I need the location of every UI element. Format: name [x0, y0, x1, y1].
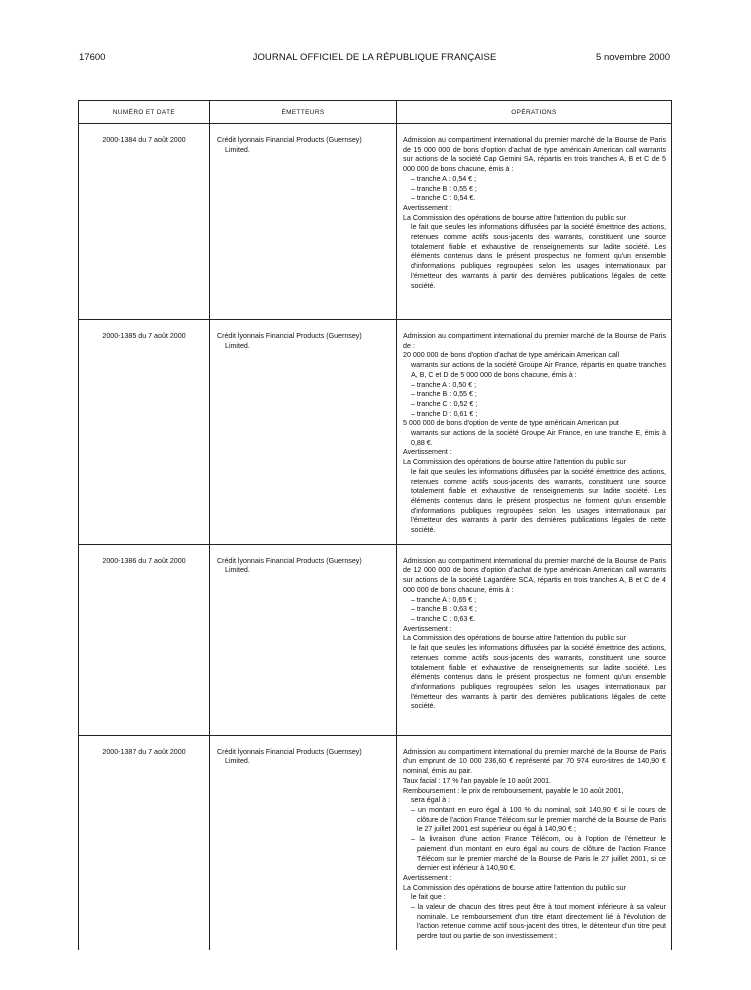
operations-table — [78, 100, 672, 950]
warning-text: le fait que seules les informations diffusées par la société émettrice des actions, retenues comme actifs sous-jacents des warrants, constituent une source totalement fiable et exhaustive de renseignements sur ladite société. Les éléments contenus dans le présent prospectus ne forment qu'un ensemble d'informations publiques regroupées selon les usages internationaux par l'émetteur des warrants à partir des dernières publications légales de cette société. — [411, 467, 666, 535]
tranche-line: – tranche C : 0,54 €. — [411, 194, 476, 203]
warning-text: le fait que seules les informations diffusées par la société émettrice des actions, retenues comme actifs sous-jacents des warrants, constituent une source totalement fiable et exhaustive de renseignements sur ladite société. Les éléments contenus dans le présent prospectus ne forment qu'un ensemble d'informations publiques regroupées selon les usages internationaux par l'émetteur des warrants à partir des dernières publications légales de cette société. — [411, 644, 666, 711]
warning-label: Avertissement : — [403, 873, 452, 882]
warning-lead: La Commission des opérations de bourse attire l'attention du public sur — [403, 213, 626, 222]
warning-bullet: – la valeur de chacun des titres peut être à tout moment inférieure à sa valeur nominale. Le remboursement d'un titre étant directement lié à l'évolution de l'action retenue comme actif sous-jacent des titres, le détenteur d'un titre peut perdre tout ou partie de son investissement ; — [411, 903, 666, 941]
operation-intro: Admission au compartiment international du premier marché de la Bourse de Paris de 15 000 000 de bons d'option d'achat de type américain American call warrants sur actions de la société Cap Gemini SA, répartis en trois tranches A, B et C de 5 000 000 de bons chacune, émis à : — [403, 136, 666, 174]
redemption-bullet: – la livraison d'une action France Télécom, ou à l'option de l'émetteur le paiement d'un montant en euro égal au cours de clôture de l'action France Télécom sur le premier marché de la Bourse de Paris le 27 juillet 2001, si ce dernier est inférieur à 140,90 €. — [411, 835, 666, 873]
row-operations — [397, 124, 672, 320]
row-number-date: 2000-1386 du 7 août 2000 — [79, 544, 210, 735]
issuer-line: Crédit lyonnais Financial Products (Guernsey) — [217, 332, 362, 340]
redemption-bullet: – un montant en euro égal à 100 % du nominal, soit 140,90 € si le cours de clôture de l'action France Télécom sur le premier marché de la Bourse de Paris le 27 juillet 2001 est supérieur ou égal à 140,90 € ; — [411, 805, 666, 834]
call-warrants-text: warrants sur actions de la société Groupe Air France, répartis en quatre tranches A, B, C et D de 5 000 000 de bons chacune, émis à : — [411, 361, 666, 379]
warning-lead: La Commission des opérations de bourse attire l'attention du public sur — [403, 458, 626, 467]
table-row — [79, 320, 672, 545]
row-number-date: 2000-1384 du 7 août 2000 — [79, 124, 210, 320]
issuer-line: Crédit lyonnais Financial Products (Guernsey) — [217, 556, 362, 565]
row-issuer — [210, 124, 397, 320]
page-number: 17600 — [79, 52, 106, 63]
operation-intro: Admission au compartiment international du premier marché de la Bourse de Paris de : — [403, 332, 666, 350]
issuer-line: Limited. — [225, 341, 250, 350]
row-operations — [397, 544, 672, 735]
row-operations — [397, 735, 672, 950]
warning-text: le fait que : — [411, 893, 446, 902]
redemption-lead: Remboursement : le prix de remboursement, payable le 10 août 2001, — [403, 786, 624, 795]
row-number-date: 2000-1385 du 7 août 2000 — [79, 320, 210, 545]
tranche-line: – tranche A : 0,65 € ; — [411, 595, 477, 604]
table-row — [79, 544, 672, 735]
issuer-line: Limited. — [225, 566, 250, 575]
column-header-emetteurs: ÉMETTEURS — [210, 101, 397, 124]
row-issuer — [210, 735, 397, 950]
tranche-line: – tranche C : 0,63 €. — [411, 614, 476, 623]
row-operations — [397, 320, 672, 545]
issuer-line: Crédit lyonnais Financial Products (Guernsey) — [217, 747, 362, 756]
warning-label: Avertissement : — [403, 448, 452, 457]
row-issuer — [210, 320, 397, 545]
interest-rate: Taux facial : 17 % l'an payable le 10 août 2001. — [403, 776, 552, 785]
row-number-date: 2000-1387 du 7 août 2000 — [79, 735, 210, 950]
warning-label: Avertissement : — [403, 203, 452, 212]
issuer-line: Crédit lyonnais Financial Products (Guernsey) — [217, 136, 362, 144]
warning-text: le fait que seules les informations diffusées par la société émettrice des actions, retenues comme actifs sous-jacents des warrants, constituent une source totalement fiable et exhaustive de renseignements sur ladite société. Les éléments contenus dans le présent prospectus ne forment qu'un ensemble d'informations publiques regroupées selon les usages internationaux par l'émetteur des warrants à partir des dernières publications légales de cette société. — [411, 223, 666, 290]
issuer-line: Limited. — [225, 145, 250, 154]
page-header — [79, 52, 670, 66]
issue-date: 5 novembre 2000 — [596, 52, 670, 63]
tranche-line: – tranche D : 0,61 € ; — [411, 409, 478, 418]
put-warrants-lead: 5 000 000 de bons d'option de vente de type américain American put — [403, 419, 619, 428]
redemption-text: sera égal à : — [411, 796, 451, 805]
column-header-numero: NUMÉRO ET DATE — [79, 101, 210, 124]
warning-lead: La Commission des opérations de bourse attire l'attention du public sur — [403, 883, 626, 892]
tranche-line: – tranche C : 0,52 € ; — [411, 399, 478, 408]
table-header-row — [79, 101, 672, 124]
tranche-line: – tranche B : 0,63 € ; — [411, 605, 477, 614]
table-row — [79, 124, 672, 320]
column-header-operations: OPÉRATIONS — [397, 101, 672, 124]
operation-intro: Admission au compartiment international du premier marché de la Bourse de Paris de 12 000 000 de bons d'option d'achat de type américain American call warrants sur actions de la société Lagardère SCA, répartis en trois tranches A, B et C de 4 000 000 de bons chacune, émis à : — [403, 556, 666, 594]
tranche-line: – tranche B : 0,55 € ; — [411, 184, 477, 193]
journal-title: JOURNAL OFFICIEL DE LA RÉPUBLIQUE FRANÇAISE — [252, 52, 497, 63]
tranche-line: – tranche A : 0,54 € ; — [411, 174, 477, 183]
put-warrants-text: warrants sur actions de la société Groupe Air France, en une tranche E, émis à 0,88 €. — [411, 429, 666, 447]
issuer-line: Limited. — [225, 757, 250, 766]
warning-label: Avertissement : — [403, 624, 452, 633]
call-warrants-lead: 20 000 000 de bons d'option d'achat de type américain American call — [403, 351, 620, 360]
operation-intro: Admission au compartiment international du premier marché de la Bourse de Paris d'un emprunt de 10 000 236,60 € représenté par 70 974 euro-titres de 140,90 € nominal, émis au pair. — [403, 747, 666, 776]
tranche-line: – tranche B : 0,55 € ; — [411, 390, 477, 399]
warning-lead: La Commission des opérations de bourse attire l'attention du public sur — [403, 634, 626, 643]
table-row — [79, 735, 672, 950]
row-issuer — [210, 544, 397, 735]
tranche-line: – tranche A : 0,50 € ; — [411, 380, 477, 389]
